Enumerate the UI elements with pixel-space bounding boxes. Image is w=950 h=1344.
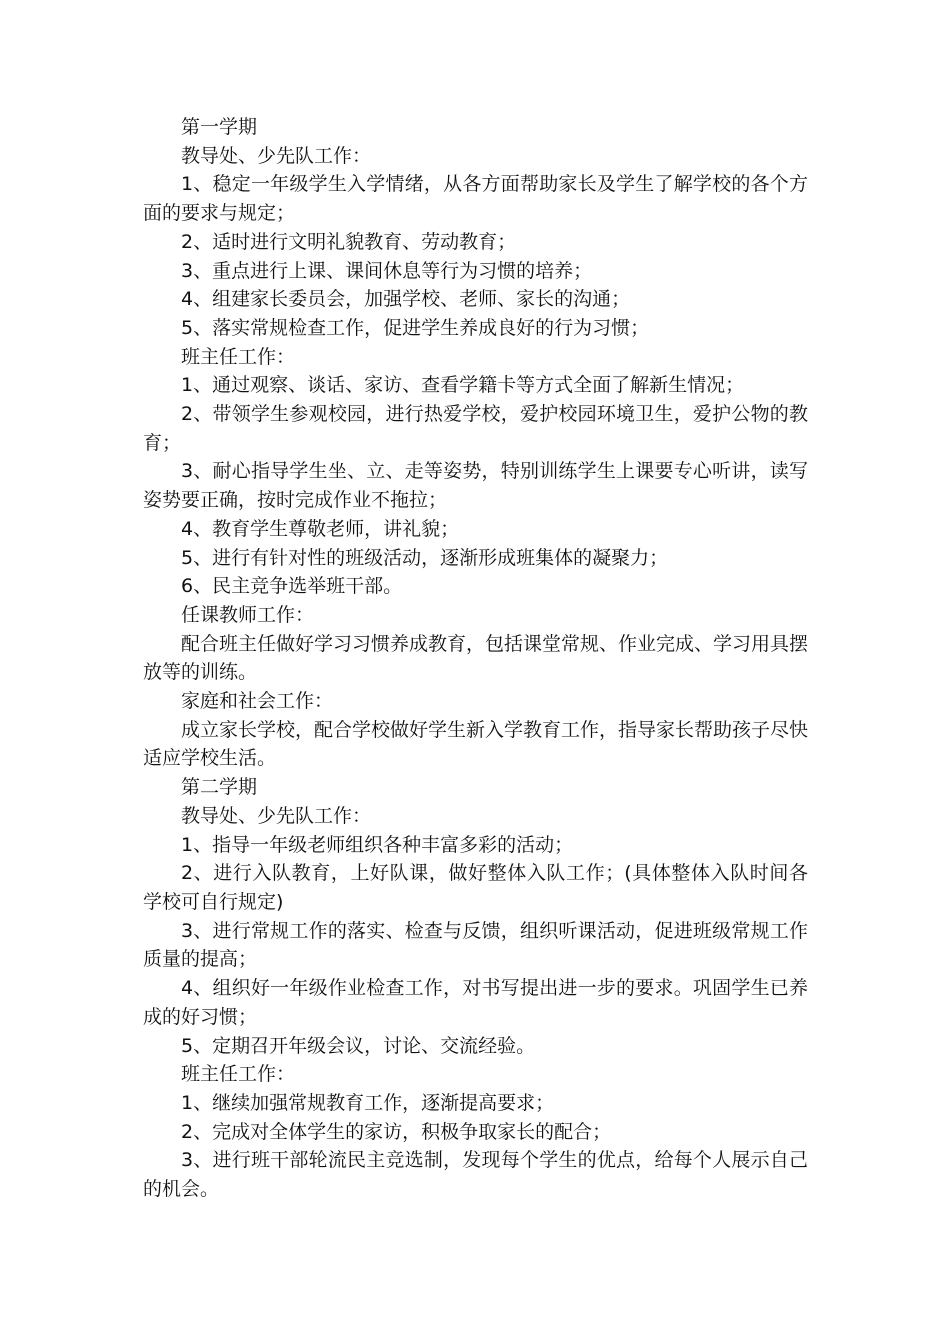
section-heading-family-society: 家庭和社会工作： [181, 690, 334, 713]
section-heading-head-teacher: 班主任工作： [181, 345, 296, 368]
paragraph: 1、继续加强常规教育工作，逐渐提高要求； [181, 1091, 555, 1114]
paragraph: 4、组建家长委员会，加强学校、老师、家长的沟通； [181, 288, 631, 311]
document-body [143, 113, 808, 1204]
paragraph: 5、进行有针对性的班级活动，逐渐形成班集体的凝聚力； [181, 546, 669, 569]
paragraph: 6、民主竞争选举班干部。 [181, 575, 403, 598]
paragraph: 3、重点进行上课、课间休息等行为习惯的培养； [181, 259, 593, 282]
heading-second-semester: 第二学期 [181, 776, 258, 799]
paragraph: 1、指导一年级老师组织各种丰富多彩的活动； [181, 833, 574, 856]
paragraph: 2、带领学生参观校园，进行热爱学校，爱护校园环境卫生，爱护公物的教育； [143, 403, 808, 454]
section-heading-academic-office: 教导处、少先队工作： [181, 144, 372, 167]
paragraph: 2、进行入队教育，上好队课，做好整体入队工作；(具体整体入队时间各学校可自行规定) [143, 862, 808, 913]
heading-first-semester: 第一学期 [181, 116, 258, 138]
paragraph: 配合班主任做好学习习惯养成教育，包括课堂常规、作业完成、学习用具摆放等的训练。 [143, 632, 809, 684]
paragraph: 3、进行班干部轮流民主竞选制，发现每个学生的优点，给每个人展示自己的机会。 [143, 1149, 808, 1201]
paragraph: 3、耐心指导学生坐、立、走等姿势，特别训练学生上课要专心听讲，读写姿势要正确，按时完成作业不拖拉； [143, 460, 808, 512]
paragraph: 4、组织好一年级作业检查工作，对书写提出进一步的要求。巩固学生已养成的好习惯； [143, 977, 808, 1028]
section-heading-academic-office: 教导处、少先队工作： [181, 804, 372, 827]
paragraph: 5、落实常规检查工作，促进学生养成良好的行为习惯； [181, 316, 650, 339]
section-heading-head-teacher: 班主任工作： [181, 1063, 296, 1086]
paragraph: 1、稳定一年级学生入学情绪，从各方面帮助家长及学生了解学校的各个方面的要求与规定； [143, 173, 808, 225]
paragraph: 3、进行常规工作的落实、检查与反馈，组织听课活动，促进班级常规工作质量的提高； [143, 919, 808, 971]
section-heading-subject-teachers: 任课教师工作： [181, 603, 315, 626]
paragraph: 成立家长学校，配合学校做好学生新入学教育工作，指导家长帮助孩子尽快适应学校生活。 [143, 718, 809, 770]
paragraph: 1、通过观察、谈话、家访、查看学籍卡等方式全面了解新生情况； [181, 374, 745, 397]
paragraph: 2、适时进行文明礼貌教育、劳动教育； [181, 230, 517, 253]
paragraph: 2、完成对全体学生的家访，积极争取家长的配合； [181, 1120, 612, 1143]
paragraph: 5、定期召开年级会议，讨论、交流经验。 [181, 1034, 536, 1057]
paragraph: 4、教育学生尊敬老师，讲礼貌； [181, 517, 460, 540]
